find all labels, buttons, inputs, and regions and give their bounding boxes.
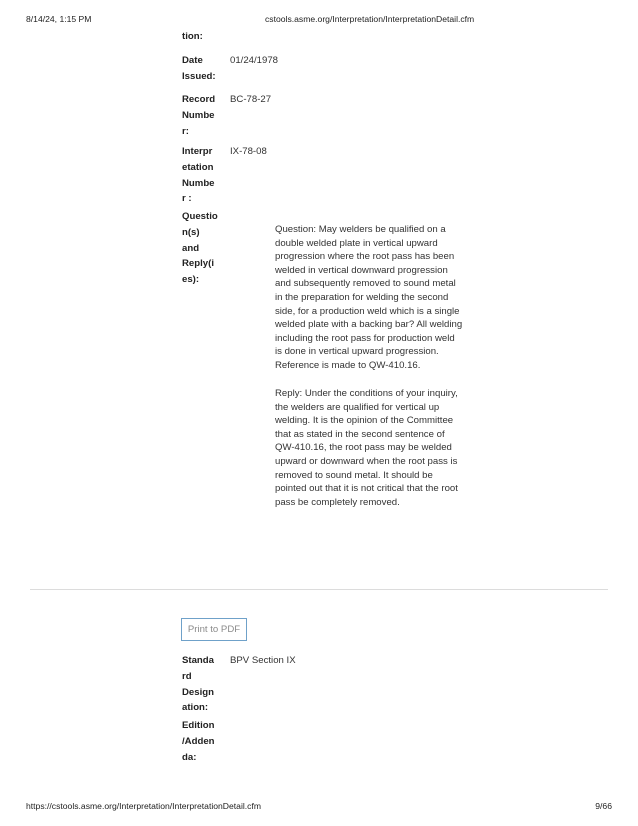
text-line: Reference is made to QW-410.16. (275, 359, 421, 371)
label-line: tion: (182, 31, 203, 42)
label-line: Interpr (182, 146, 213, 157)
print-footer-url: https://cstools.asme.org/Interpretation/InterpretationDetail.cfm (26, 801, 262, 811)
text-line: progression where the root pass has been (275, 251, 455, 263)
text-line: pass be completely removed. (275, 496, 400, 508)
text-line: is done in vertical upward progression. (275, 346, 439, 358)
text-line: the welders are qualified for vertical up (275, 401, 440, 413)
print-datetime: 8/14/24, 1:15 PM (26, 14, 92, 24)
interpretation-number-label (182, 144, 222, 207)
standard-designation-label (182, 653, 222, 716)
questions-replies-label (182, 209, 222, 288)
label-line: Reply(i (182, 258, 214, 270)
text-line: upward or downward when the root pass is (275, 455, 458, 467)
label-line: Questio (182, 211, 218, 222)
label-line: Design (182, 686, 214, 698)
label-line: r: (182, 125, 189, 137)
print-to-pdf-button[interactable]: Print to PDF (181, 618, 247, 641)
label-line: es): (182, 274, 200, 286)
section-label-tail (182, 29, 222, 45)
label-line: Numbe (182, 177, 215, 189)
date-issued-value: 01/24/1978 (230, 55, 279, 66)
text-line: pointed out that it is not critical that the root (275, 483, 458, 495)
text-line: removed to sound metal. It should be (275, 469, 433, 481)
text-line: Reply: Under the conditions of your inquiry, (275, 388, 458, 399)
label-line: da: (182, 751, 197, 763)
label-line: Standa (182, 655, 214, 666)
text-line: side, for a production weld which is a single (275, 305, 460, 317)
reply-text (275, 387, 475, 509)
label-line: Issued: (182, 70, 216, 82)
label-line: etation (182, 161, 214, 173)
label-line: r : (182, 193, 192, 205)
label-line: /Adden (182, 735, 215, 747)
label-line: Numbe (182, 109, 215, 121)
text-line: double welded plate in vertical upward (275, 237, 438, 249)
interpretation-number-value: IX-78-08 (230, 146, 267, 157)
date-issued-label (182, 53, 222, 85)
text-line: including the root pass for production weld (275, 332, 455, 344)
record-number-label (182, 92, 222, 139)
label-line: n(s) (182, 226, 200, 238)
record-divider (30, 589, 608, 590)
text-line: welded in vertical downward progression (275, 264, 448, 276)
text-line: welding. It is the opinion of the Committee (275, 415, 454, 427)
label-line: and (182, 242, 200, 254)
print-header-url: cstools.asme.org/Interpretation/InterpretationDetail.cfm (265, 14, 475, 24)
text-line: that as stated in the second sentence of (275, 428, 445, 440)
label-line: Edition (182, 720, 215, 731)
text-line: in the preparation for welding the second (275, 291, 449, 303)
label-line: rd (182, 670, 192, 682)
edition-addenda-label (182, 718, 222, 765)
text-line: Question: May welders be qualified on a (275, 224, 446, 235)
standard-designation-value: BPV Section IX (230, 655, 296, 666)
record-number-value: BC-78-27 (230, 94, 272, 105)
text-line: and subsequently removed to sound metal (275, 278, 456, 290)
text-line: welded plate with a backing bar? All welding (275, 319, 463, 331)
label-line: Date (182, 55, 203, 66)
print-page-number: 9/66 (595, 801, 612, 811)
label-line: ation: (182, 702, 209, 714)
question-text (275, 223, 475, 373)
text-line: QW-410.16, the root pass may be welded (275, 442, 452, 454)
label-line: Record (182, 94, 216, 105)
